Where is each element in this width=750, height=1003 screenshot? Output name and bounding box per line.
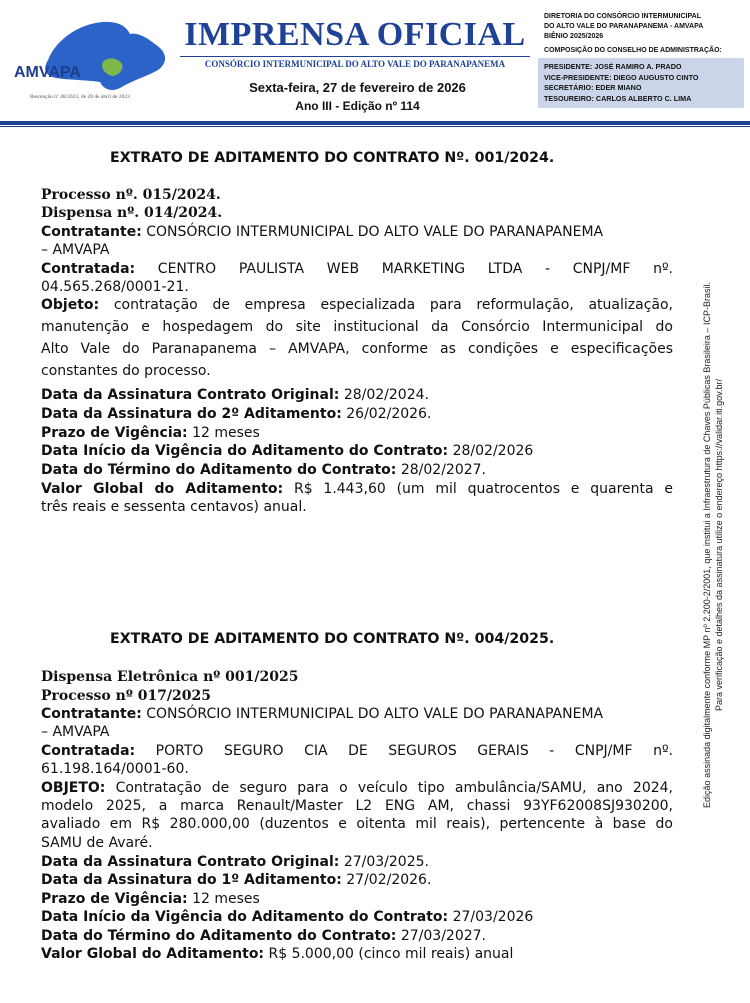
assinatura-aditamento: Data da Assinatura do 1º Aditamento: 27/02/2026. bbox=[41, 872, 432, 888]
sao-paulo-map-icon bbox=[8, 18, 173, 98]
signature-note-line2: Para verificação e detalhes da assinatura utilize o endereço https://validar.iti.gov.br/ bbox=[714, 378, 724, 712]
dispensa-eletronica: Dispensa Eletrônica nº 001/2025 bbox=[41, 669, 299, 685]
contratante: Contratante: CONSÓRCIO INTERMUNICIPAL DO ALTO VALE DO PARANAPANEMA bbox=[41, 224, 604, 240]
board-line2: DO ALTO VALE DO PARANAPANEMA - AMVAPA bbox=[544, 23, 704, 30]
extract-heading: EXTRATO DE ADITAMENTO DO CONTRATO Nº. 001/2024. bbox=[110, 150, 555, 166]
processo: Processo nº. 015/2024. bbox=[41, 187, 221, 203]
board-vice: VICE-PRESIDENTE: DIEGO AUGUSTO CINTO bbox=[544, 72, 699, 82]
contratada-cont: 61.198.164/0001-60. bbox=[41, 761, 189, 777]
contratante-cont: – AMVAPA bbox=[41, 724, 110, 740]
logo-text: AMVAPA bbox=[14, 64, 81, 81]
resolution-note: Resolução nº 48/2023, de 28 de abril de 2023 bbox=[30, 94, 130, 100]
objeto: Objeto: contratação de empresa especializada para reformulação, atualização, bbox=[41, 297, 673, 313]
prazo-vigencia: Prazo de Vigência: 12 meses bbox=[41, 891, 260, 907]
amvapa-logo bbox=[8, 18, 173, 113]
objeto-l3: avaliado em R$ 280.000,00 (duzentos e oitenta mil reais), pertencente à base do bbox=[41, 816, 673, 832]
extract-heading: EXTRATO DE ADITAMENTO DO CONTRATO Nº. 004/2025. bbox=[110, 631, 555, 647]
header-divider-thin bbox=[0, 126, 750, 127]
board-treasurer: TESOUREIRO: CARLOS ALBERTO C. LIMA bbox=[544, 93, 692, 103]
board-president: PRESIDENTE: JOSÉ RAMIRO A. PRADO bbox=[544, 62, 682, 71]
objeto-l4: SAMU de Avaré. bbox=[41, 835, 153, 851]
prazo-vigencia: Prazo de Vigência: 12 meses bbox=[41, 425, 260, 441]
objeto-l2: modelo 2025, a marca Renault/Master L2 ENG AM, chassi 93YF62008SJ930200, bbox=[41, 798, 673, 814]
valor-global-cont: três reais e sessenta centavos) anual. bbox=[41, 499, 307, 515]
valor-global: Valor Global do Aditamento: R$ 1.443,60 (um mil quatrocentos e quarenta e bbox=[41, 481, 674, 497]
dispensa: Dispensa nº. 014/2024. bbox=[41, 205, 223, 221]
contratante-cont: – AMVAPA bbox=[41, 242, 110, 258]
contratante: Contratante: CONSÓRCIO INTERMUNICIPAL DO ALTO VALE DO PARANAPANEMA bbox=[41, 706, 604, 722]
board-line3: BIÊNIO 2025/2026 bbox=[544, 33, 604, 40]
valor-global: Valor Global do Aditamento: R$ 5.000,00 (cinco mil reais) anual bbox=[41, 946, 514, 962]
contratada-cont: 04.565.268/0001-21. bbox=[41, 279, 189, 295]
inicio-vigencia: Data Início da Vigência do Aditamento do Contrato: 27/03/2026 bbox=[41, 909, 534, 925]
page-title: IMPRENSA OFICIAL bbox=[184, 16, 526, 53]
header-divider bbox=[0, 121, 750, 125]
objeto-l4: constantes do processo. bbox=[41, 363, 211, 379]
board-line1: DIRETORIA DO CONSÓRCIO INTERMUNICIPAL bbox=[544, 13, 701, 20]
assinatura-original: Data da Assinatura Contrato Original: 28/02/2024. bbox=[41, 387, 429, 403]
termino-aditamento: Data do Término do Aditamento do Contrato: 28/02/2027. bbox=[41, 462, 487, 478]
termino-aditamento: Data do Término do Aditamento do Contrato: 27/03/2027. bbox=[41, 928, 487, 944]
board-box bbox=[538, 8, 744, 114]
edition-number: Ano III - Edição nº 114 bbox=[295, 99, 420, 113]
assinatura-aditamento: Data da Assinatura do 2º Aditamento: 26/02/2026. bbox=[41, 406, 432, 422]
contratada: Contratada: CENTRO PAULISTA WEB MARKETING LTDA - CNPJ/MF nº. bbox=[41, 261, 673, 277]
inicio-vigencia: Data Início da Vigência do Aditamento do Contrato: 28/02/2026 bbox=[41, 443, 534, 459]
objeto: OBJETO: Contratação de seguro para o veículo tipo ambulância/SAMU, ano 2024, bbox=[41, 780, 673, 796]
board-secretary: SECRETÁRIO: EDER MIANO bbox=[544, 83, 642, 92]
assinatura-original: Data da Assinatura Contrato Original: 27/03/2025. bbox=[41, 854, 429, 870]
processo: Processo nº 017/2025 bbox=[41, 688, 212, 704]
board-members bbox=[538, 58, 744, 108]
objeto-l3: Alto Vale do Paranapanema – AMVAPA, conforme as condições e especificações bbox=[41, 341, 673, 357]
masthead bbox=[0, 0, 750, 125]
objeto-l2: manutenção e hospedagem do site institucional da Consórcio Intermunicipal do bbox=[41, 319, 673, 335]
board-composition: COMPOSIÇÃO DO CONSELHO DE ADMINISTRAÇÃO: bbox=[544, 47, 722, 54]
contratada: Contratada: PORTO SEGURO CIA DE SEGUROS GERAIS - CNPJ/MF nº. bbox=[41, 743, 673, 759]
subtitle: CONSÓRCIO INTERMUNICIPAL DO ALTO VALE DO PARANAPANEMA bbox=[180, 56, 530, 69]
edition-date: Sexta-feira, 27 de fevereiro de 2026 bbox=[249, 80, 466, 95]
signature-note-line1: Edição assinada digitalmente conforme MP nº 2.200-2/2001, que institui a Infraestrutura de Chaves Públicas Brasileira – ICP-Brasil. bbox=[702, 282, 712, 808]
